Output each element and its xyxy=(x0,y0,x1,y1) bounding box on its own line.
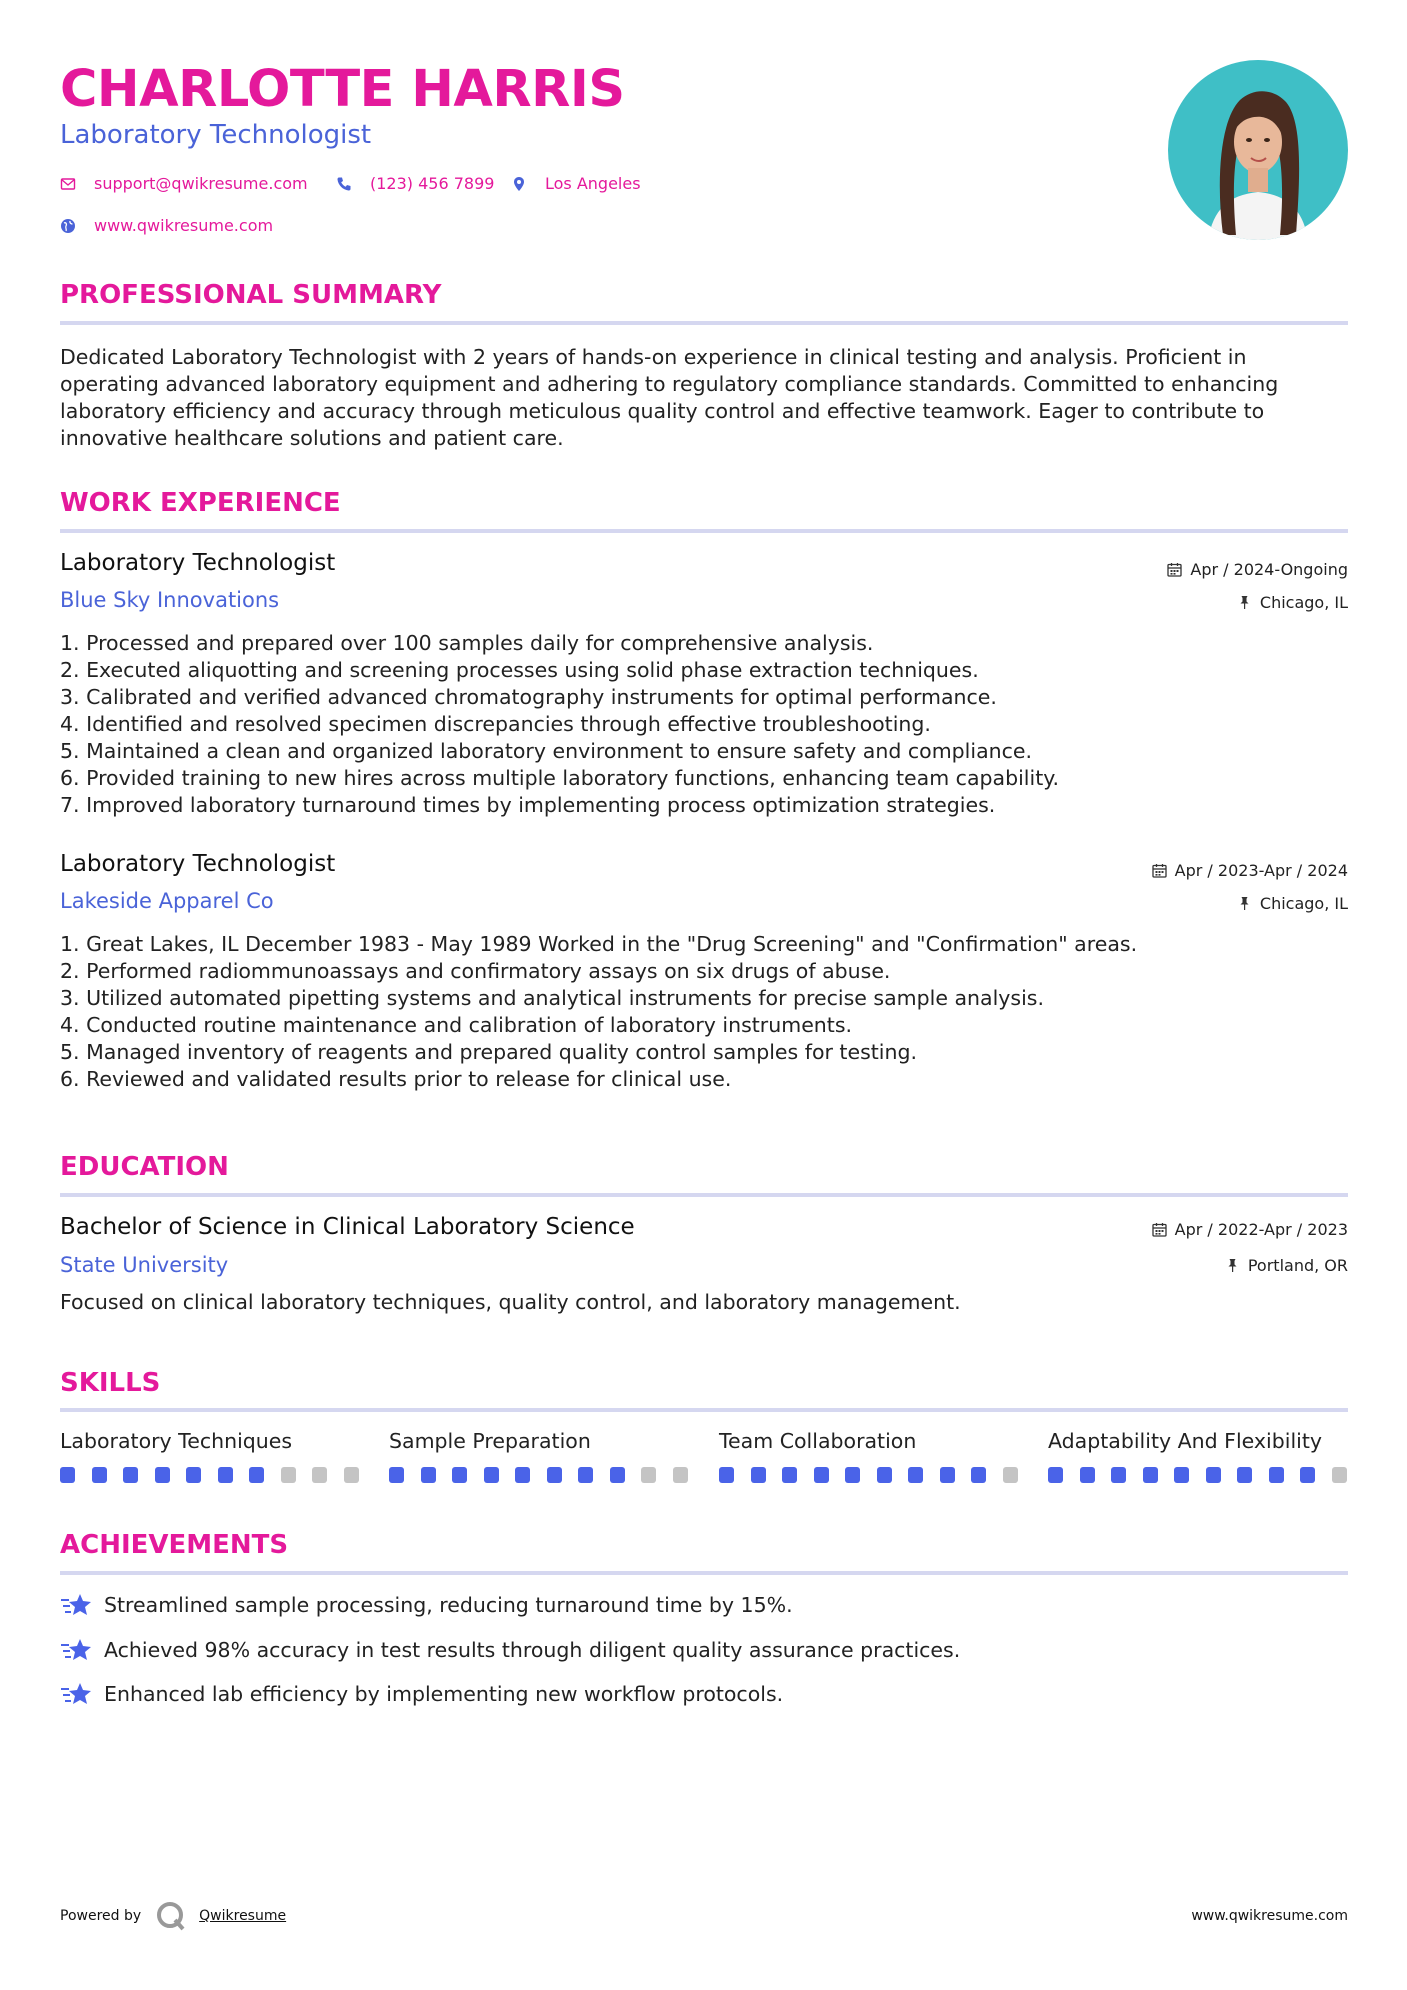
skill-dot-empty xyxy=(344,1467,359,1483)
footer-powered-by xyxy=(60,1900,286,1932)
job-location xyxy=(1237,593,1348,612)
skill-dot-filled xyxy=(421,1467,436,1483)
section-divider xyxy=(60,1408,1348,1412)
location-text: Los Angeles xyxy=(545,174,641,193)
skill-item xyxy=(719,1429,1019,1453)
contact-email[interactable] xyxy=(60,174,308,193)
skill-dot-filled xyxy=(578,1467,593,1483)
job-location-text: Chicago, IL xyxy=(1259,593,1348,612)
candidate-title: Laboratory Technologist xyxy=(60,120,372,150)
job-bullets xyxy=(60,630,1350,819)
skill-name: Sample Preparation xyxy=(389,1429,591,1453)
skill-dot-filled xyxy=(1269,1467,1284,1483)
phone-icon xyxy=(336,176,352,192)
list-item: 2. Performed radiommunoassays and confirmatory assays on six drugs of abuse. xyxy=(60,959,891,983)
summary-heading: PROFESSIONAL SUMMARY xyxy=(60,280,442,310)
list-item: 4. Identified and resolved specimen discrepancies through effective troubleshooting. xyxy=(60,712,931,736)
map-pin-icon xyxy=(511,176,527,192)
skill-rating xyxy=(389,1467,689,1483)
skill-dot-filled xyxy=(814,1467,829,1483)
footer-url[interactable]: www.qwikresume.com xyxy=(1191,1908,1348,1924)
summary-line: innovative healthcare solutions and patient care. xyxy=(60,426,564,450)
list-item: 1. Processed and prepared over 100 samples daily for comprehensive analysis. xyxy=(60,631,874,655)
skill-name: Laboratory Techniques xyxy=(60,1429,293,1453)
calendar-icon xyxy=(1152,1222,1167,1237)
skill-dot-filled xyxy=(1300,1467,1315,1483)
achievement-item xyxy=(60,1592,793,1618)
pin-icon xyxy=(1237,595,1252,610)
job-company: Lakeside Apparel Co xyxy=(60,889,274,913)
list-item: 6. Reviewed and validated results prior to release for clinical use. xyxy=(60,1067,732,1091)
skill-dot-filled xyxy=(1206,1467,1221,1483)
job-title: Laboratory Technologist xyxy=(60,851,336,877)
brand-link[interactable]: Qwikresume xyxy=(199,1908,287,1924)
skill-dot-filled xyxy=(1143,1467,1158,1483)
job-dates xyxy=(1167,560,1348,579)
section-divider xyxy=(60,1571,1348,1575)
powered-by-label: Powered by xyxy=(60,1908,142,1924)
globe-icon xyxy=(60,218,76,234)
list-item: 7. Improved laboratory turnaround times by implementing process optimization strategies. xyxy=(60,793,996,817)
contact-phone[interactable] xyxy=(336,174,494,193)
qwikresume-logo-icon xyxy=(155,1900,187,1932)
skill-dot-filled xyxy=(452,1467,467,1483)
job-company: Blue Sky Innovations xyxy=(60,588,280,612)
job-dates-text: Apr / 2023-Apr / 2024 xyxy=(1174,861,1348,880)
section-divider xyxy=(60,1193,1348,1197)
list-item: 2. Executed aliquotting and screening processes using solid phase extraction techniques. xyxy=(60,658,979,682)
education-description: Focused on clinical laboratory techniques, quality control, and laboratory management. xyxy=(60,1290,961,1314)
skill-rating xyxy=(719,1467,1019,1483)
phone-text: (123) 456 7899 xyxy=(370,174,495,193)
skill-dot-filled xyxy=(92,1467,107,1483)
achievements-heading: ACHIEVEMENTS xyxy=(60,1530,289,1560)
list-item: 4. Conducted routine maintenance and calibration of laboratory instruments. xyxy=(60,1013,853,1037)
calendar-icon xyxy=(1152,863,1167,878)
skill-dot-empty xyxy=(281,1467,296,1483)
skill-dot-empty xyxy=(1003,1467,1018,1483)
skill-dot-filled xyxy=(971,1467,986,1483)
job-location-text: Chicago, IL xyxy=(1259,894,1348,913)
section-divider xyxy=(60,529,1348,533)
job-location xyxy=(1237,894,1348,913)
achievement-text: Streamlined sample processing, reducing turnaround time by 15%. xyxy=(104,1593,793,1617)
skill-name: Team Collaboration xyxy=(719,1429,917,1453)
summary-line: operating advanced laboratory equipment and adhering to regulatory compliance standards. Committed to enhancing xyxy=(60,372,1279,396)
list-item: 3. Utilized automated pipetting systems and analytical instruments for precise sample analysis. xyxy=(60,986,1044,1010)
education-location-text: Portland, OR xyxy=(1247,1256,1348,1275)
email-text: support@qwikresume.com xyxy=(94,174,308,193)
pin-icon xyxy=(1237,896,1252,911)
summary-line: Dedicated Laboratory Technologist with 2 years of hands-on experience in clinical testing and analysis. Proficient in xyxy=(60,345,1247,369)
summary-line: laboratory efficiency and accuracy through meticulous quality control and effective teamwork. Eager to contribute to xyxy=(60,399,1265,423)
list-item: 6. Provided training to new hires across multiple laboratory functions, enhancing team capability. xyxy=(60,766,1059,790)
skill-dot-filled xyxy=(751,1467,766,1483)
skill-dot-empty xyxy=(641,1467,656,1483)
skill-dot-filled xyxy=(1048,1467,1063,1483)
skill-dot-filled xyxy=(515,1467,530,1483)
skill-dot-filled xyxy=(389,1467,404,1483)
skill-dot-filled xyxy=(940,1467,955,1483)
skill-rating xyxy=(1048,1467,1348,1483)
skill-name: Adaptability And Flexibility xyxy=(1048,1429,1323,1453)
skill-dot-filled xyxy=(547,1467,562,1483)
skill-dot-empty xyxy=(673,1467,688,1483)
job-dates-text: Apr / 2024-Ongoing xyxy=(1190,560,1348,579)
school-name: State University xyxy=(60,1253,229,1277)
summary-text xyxy=(60,344,1350,452)
skill-dot-filled xyxy=(719,1467,734,1483)
achievement-item xyxy=(60,1637,960,1663)
skill-dot-filled xyxy=(1080,1467,1095,1483)
skill-dot-filled xyxy=(610,1467,625,1483)
skill-dot-filled xyxy=(782,1467,797,1483)
skill-dot-filled xyxy=(908,1467,923,1483)
experience-heading: WORK EXPERIENCE xyxy=(60,488,341,518)
achievement-item xyxy=(60,1681,783,1707)
skill-dot-filled xyxy=(1174,1467,1189,1483)
website-text: www.qwikresume.com xyxy=(94,216,274,235)
skill-dot-filled xyxy=(218,1467,233,1483)
skill-dot-filled xyxy=(877,1467,892,1483)
pin-icon xyxy=(1225,1258,1240,1273)
envelope-icon xyxy=(60,176,76,192)
education-dates-text: Apr / 2022-Apr / 2023 xyxy=(1174,1220,1348,1239)
achievement-text: Achieved 98% accuracy in test results through diligent quality assurance practices. xyxy=(104,1638,961,1662)
section-divider xyxy=(60,321,1348,325)
skill-dot-filled xyxy=(60,1467,75,1483)
shooting-star-icon xyxy=(60,1681,92,1707)
list-item: 1. Great Lakes, IL December 1983 - May 1989 Worked in the "Drug Screening" and "Confirmation" areas. xyxy=(60,932,1138,956)
list-item: 3. Calibrated and verified advanced chromatography instruments for optimal performance. xyxy=(60,685,997,709)
skill-item xyxy=(60,1429,360,1453)
skill-dot-filled xyxy=(123,1467,138,1483)
skill-rating xyxy=(60,1467,360,1483)
list-item: 5. Maintained a clean and organized laboratory environment to ensure safety and compliance. xyxy=(60,739,1033,763)
calendar-icon xyxy=(1167,562,1182,577)
skill-item xyxy=(389,1429,689,1453)
list-item: 5. Managed inventory of reagents and prepared quality control samples for testing. xyxy=(60,1040,918,1064)
education-dates xyxy=(1152,1220,1348,1239)
job-dates xyxy=(1152,861,1348,880)
shooting-star-icon xyxy=(60,1592,92,1618)
skills-heading: SKILLS xyxy=(60,1368,161,1398)
shooting-star-icon xyxy=(60,1637,92,1663)
candidate-name: CHARLOTTE HARRIS xyxy=(60,60,625,119)
skill-dot-filled xyxy=(484,1467,499,1483)
achievement-text: Enhanced lab efficiency by implementing new workflow protocols. xyxy=(104,1682,784,1706)
skill-dot-filled xyxy=(1111,1467,1126,1483)
profile-photo xyxy=(1168,60,1348,240)
skill-item xyxy=(1048,1429,1348,1453)
skill-dot-filled xyxy=(845,1467,860,1483)
contact-website[interactable] xyxy=(60,216,273,235)
education-heading: EDUCATION xyxy=(60,1152,229,1182)
skill-dot-filled xyxy=(186,1467,201,1483)
degree-title: Bachelor of Science in Clinical Laboratory Science xyxy=(60,1214,635,1240)
skill-dot-filled xyxy=(1237,1467,1252,1483)
skill-dot-empty xyxy=(312,1467,327,1483)
job-title: Laboratory Technologist xyxy=(60,550,336,576)
job-bullets xyxy=(60,931,1350,1093)
skill-dot-filled xyxy=(155,1467,170,1483)
education-location xyxy=(1225,1256,1348,1275)
contact-location xyxy=(511,174,641,193)
skill-dot-filled xyxy=(249,1467,264,1483)
skill-dot-empty xyxy=(1332,1467,1347,1483)
